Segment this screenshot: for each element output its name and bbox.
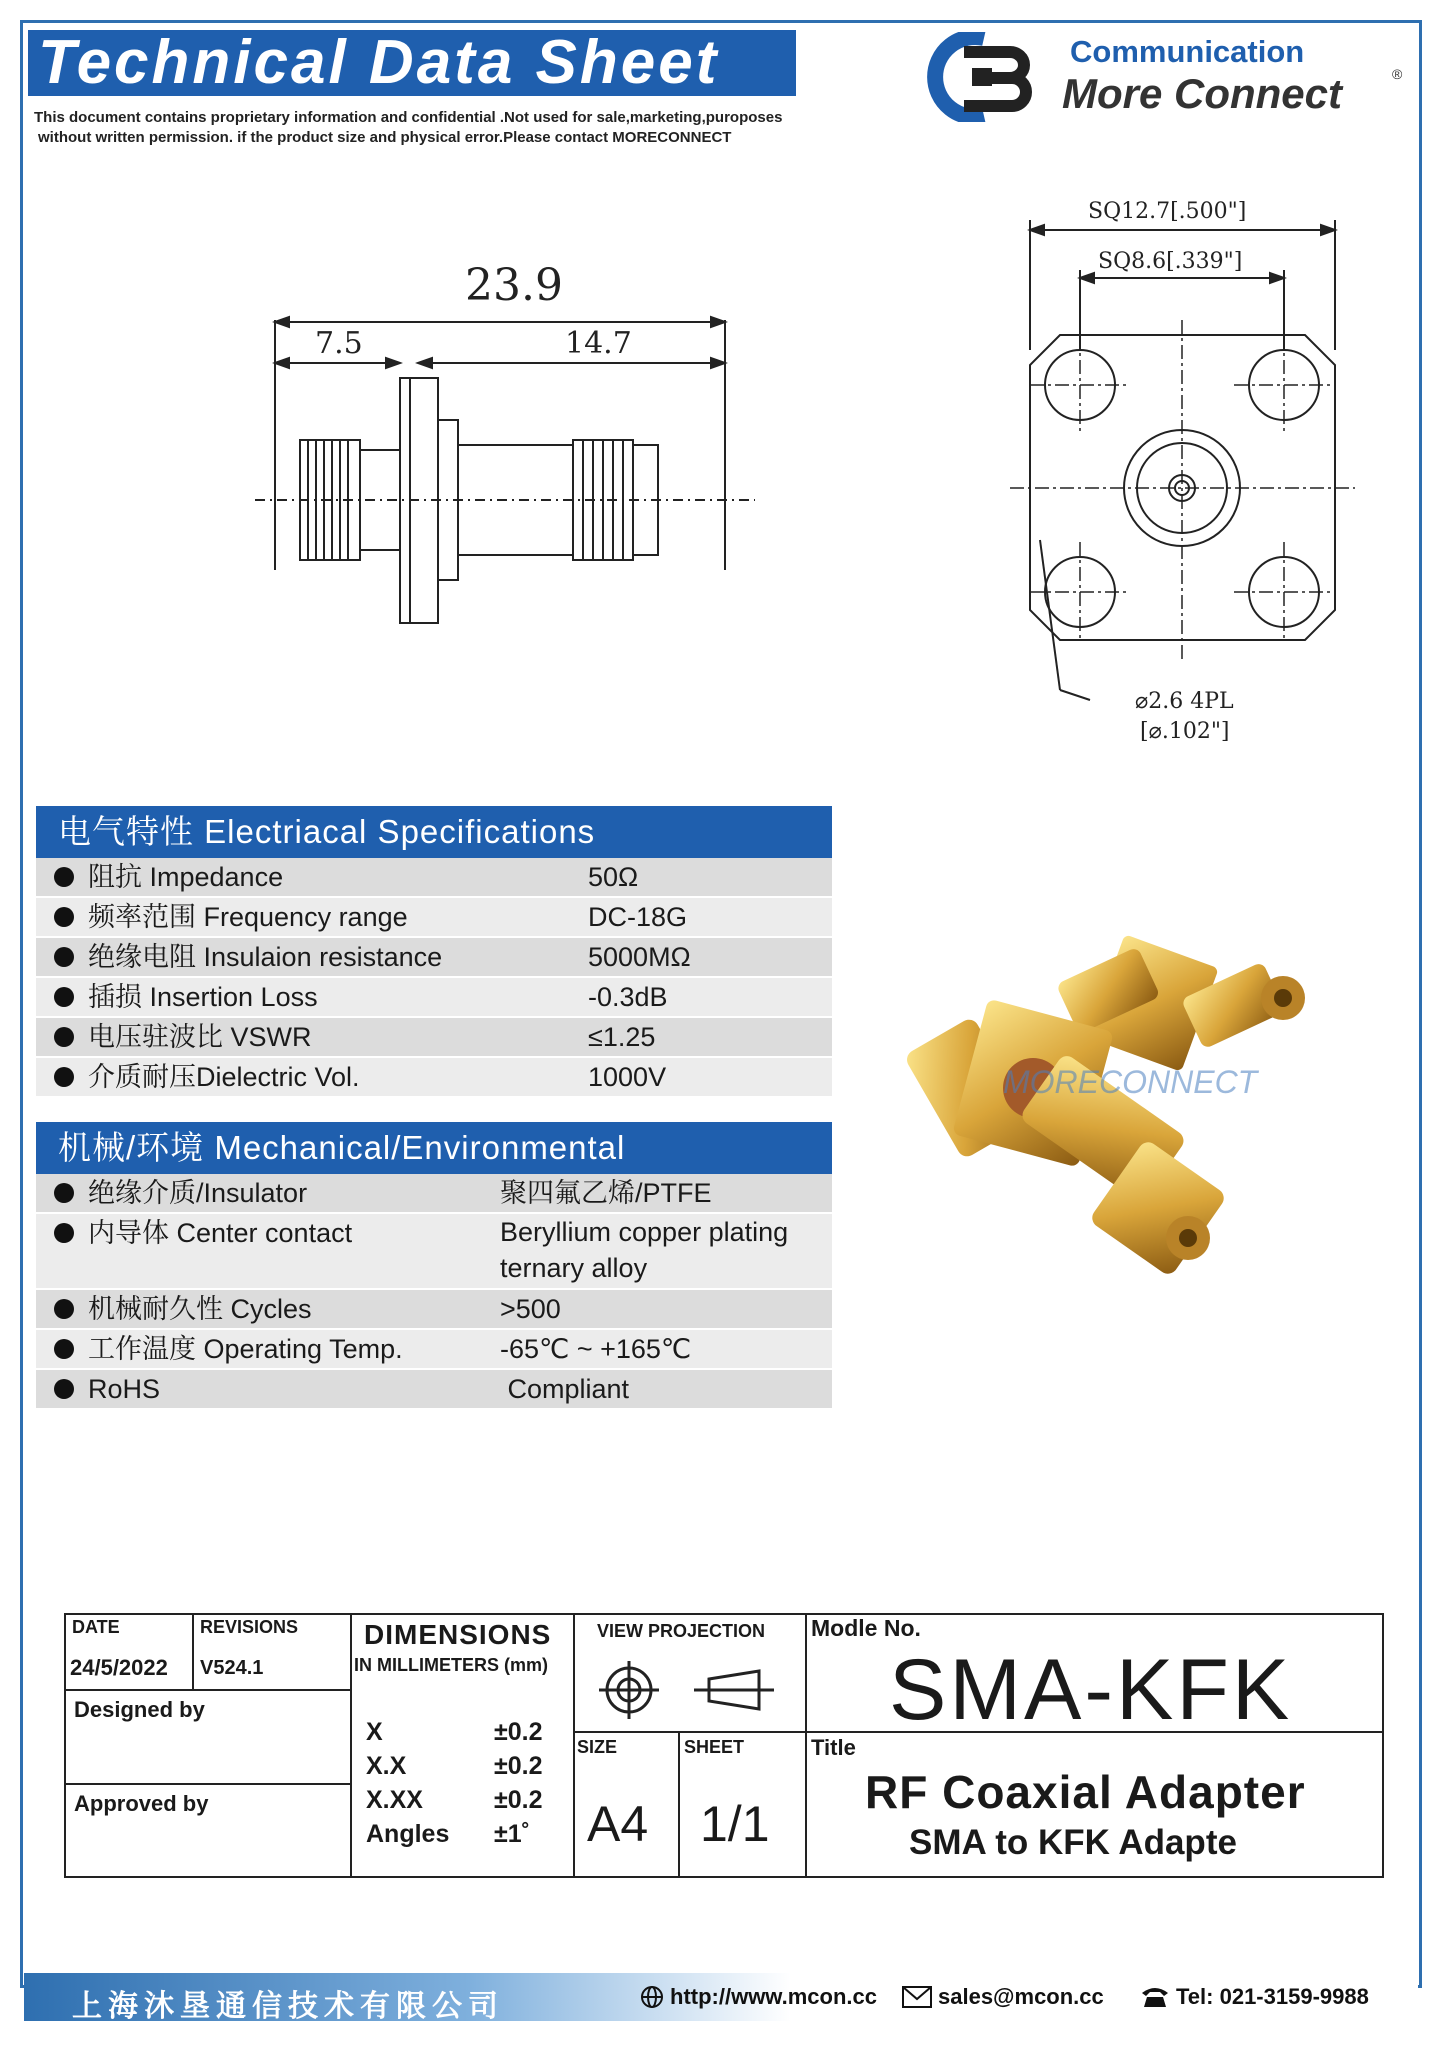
phone-number (1140, 1984, 1369, 2010)
spec-value (500, 1214, 832, 1288)
spec-value: -0.3dB (588, 982, 668, 1012)
disclaimer-line-1: This document contains proprietary information and confidential .Not used for sale,marketing,puroposes (34, 109, 783, 126)
spec-label: 工作温度 Operating Temp. (88, 1334, 403, 1364)
bullet-icon (54, 1183, 74, 1203)
spec-value: 1000V (588, 1062, 667, 1092)
tolerance-value: ±1˚ (494, 1820, 530, 1848)
size-cell (575, 1733, 680, 1876)
tolerance-keys (366, 1715, 449, 1851)
spec-row (36, 978, 832, 1018)
tolerance-value: ±0.2 (494, 1718, 543, 1746)
spec-row (36, 898, 832, 938)
tolerance-key: Angles (366, 1820, 450, 1848)
bullet-icon (54, 907, 74, 927)
spec-value: 50Ω (588, 862, 639, 892)
spec-row (36, 938, 832, 978)
spec-label: 阻抗 Impedance (88, 862, 284, 892)
spec-value: ≤1.25 (588, 1022, 656, 1052)
date-label: DATE (72, 1617, 120, 1637)
spec-row (36, 1214, 832, 1290)
tolerance-key: X.XX (366, 1786, 423, 1814)
disclaimer (34, 108, 834, 148)
watermark: MORECONNECT (1003, 1064, 1258, 1100)
view-projection-cell (575, 1615, 807, 1733)
globe-icon (640, 1985, 664, 2009)
spec-row (36, 1174, 832, 1214)
bullet-icon (54, 947, 74, 967)
view-projection-label: VIEW PROJECTION (597, 1621, 766, 1641)
product-title-cell (807, 1733, 1382, 1876)
projection-symbol-icon (599, 1659, 779, 1721)
bullet-icon (54, 1223, 74, 1243)
tolerance-key: X (366, 1718, 383, 1746)
spec-row (36, 1290, 832, 1330)
spec-row (36, 1330, 832, 1370)
spec-row (36, 858, 832, 898)
model-cell (807, 1615, 1382, 1738)
model-number: SMA-KFK (889, 1642, 1293, 1738)
dim-hole: ⌀2.6 4PL (1135, 689, 1234, 714)
spec-label: 电压驻波比 VSWR (88, 1022, 312, 1052)
company-logo (922, 30, 1422, 130)
dimensions-cell (352, 1615, 575, 1876)
registered-mark: ® (1392, 66, 1403, 82)
spec-row (36, 1058, 832, 1098)
spec-value: >500 (500, 1294, 561, 1324)
model-label: Modle No. (811, 1615, 921, 1641)
bullet-icon (54, 1027, 74, 1047)
designed-by-label: Designed by (74, 1697, 205, 1722)
spec-label: 插损 Insertion Loss (88, 982, 318, 1012)
company-name: 上海沐垦通信技术有限公司 (72, 1989, 504, 2024)
spec-label: 频率范围 Frequency range (88, 902, 408, 932)
spec-label: 绝缘电阻 Insulaion resistance (88, 942, 443, 972)
spec-value: DC-18G (588, 902, 688, 932)
spec-label: 介质耐压Dielectric Vol. (88, 1062, 360, 1092)
logo-line-1: Communication (1070, 34, 1305, 69)
sheet-label: SHEET (684, 1737, 745, 1757)
electrical-spec-title: 电气特性 Electriacal Specifications (36, 806, 832, 858)
website-link[interactable] (640, 1984, 877, 2010)
product-photo (888, 918, 1400, 1318)
dimensions-label: DIMENSIONS (364, 1619, 552, 1650)
bullet-icon (54, 987, 74, 1007)
dim-right: 14.7 (565, 326, 632, 361)
mechanical-spec-title: 机械/环境 Mechanical/Environmental (36, 1122, 832, 1174)
spec-row (36, 1018, 832, 1058)
date-revision-cell (66, 1615, 352, 1691)
dim-inner: SQ8.6[.339"] (1098, 249, 1243, 274)
approved-by-label: Approved by (74, 1791, 209, 1816)
tolerance-value: ±0.2 (494, 1786, 543, 1814)
product-title: RF Coaxial Adapter (865, 1766, 1306, 1818)
email-text: sales@mcon.cc (938, 1984, 1104, 2009)
dimensions-sub: IN MILLIMETERS (mm) (354, 1655, 548, 1675)
front-view-drawing (1000, 190, 1400, 760)
sheet-value: 1/1 (700, 1796, 770, 1852)
tolerance-value: ±0.2 (494, 1752, 543, 1780)
tolerance-key: X.X (366, 1752, 407, 1780)
spec-value: 聚四氟乙烯/PTFE (500, 1178, 712, 1208)
mechanical-spec-table (36, 1122, 832, 1410)
phone-text: Tel: 021-3159-9988 (1176, 1984, 1369, 2009)
spec-label: 内导体 Center contact (88, 1218, 353, 1248)
bullet-icon (54, 1379, 74, 1399)
spec-row (36, 1370, 832, 1410)
dim-hole-inch: [⌀.102"] (1140, 719, 1230, 744)
bullet-icon (54, 1299, 74, 1319)
footer-bar (24, 1973, 1418, 2024)
logo-mark-icon (924, 32, 1042, 122)
product-subtitle: SMA to KFK Adapte (909, 1823, 1237, 1862)
revisions-label: REVISIONS (200, 1617, 299, 1637)
document-title: Technical Data Sheet (28, 30, 796, 96)
designed-by-cell (66, 1691, 352, 1785)
spec-label: 绝缘介质/Insulator (88, 1178, 308, 1208)
phone-icon (1140, 1985, 1170, 2009)
dim-outer: SQ12.7[.500"] (1088, 199, 1247, 224)
spec-value-line-1: Beryllium copper plating (500, 1217, 789, 1247)
email-link[interactable] (902, 1984, 1104, 2010)
spec-value-line-2: ternary alloy (500, 1253, 648, 1283)
bullet-icon (54, 867, 74, 887)
logo-line-2: More Connect (1062, 70, 1343, 117)
spec-label: 机械耐久性 Cycles (88, 1294, 312, 1324)
dim-left: 7.5 (315, 326, 363, 361)
bullet-icon (54, 1067, 74, 1087)
date-value: 24/5/2022 (70, 1655, 168, 1680)
title-block (64, 1613, 1384, 1878)
approved-by-cell (66, 1785, 352, 1876)
dim-overall: 23.9 (465, 260, 563, 311)
mail-icon (902, 1986, 932, 2008)
size-value: A4 (587, 1796, 649, 1852)
bullet-icon (54, 1339, 74, 1359)
tolerance-values (494, 1715, 542, 1851)
size-label: SIZE (577, 1737, 618, 1757)
spec-value: Compliant (500, 1374, 630, 1404)
disclaimer-line-2: without written permission. if the product size and physical error.Please contact MORECONNECT (38, 129, 732, 146)
spec-value: 5000MΩ (588, 942, 691, 972)
spec-value: -65℃ ~ +165℃ (500, 1334, 692, 1364)
website-text: http://www.mcon.cc (670, 1984, 877, 2009)
spec-label: RoHS (88, 1374, 161, 1404)
side-view-drawing (240, 250, 770, 630)
sheet-cell (680, 1733, 807, 1876)
title-label: Title (811, 1735, 856, 1760)
electrical-spec-table (36, 806, 832, 1098)
revision-value: V524.1 (200, 1657, 264, 1679)
